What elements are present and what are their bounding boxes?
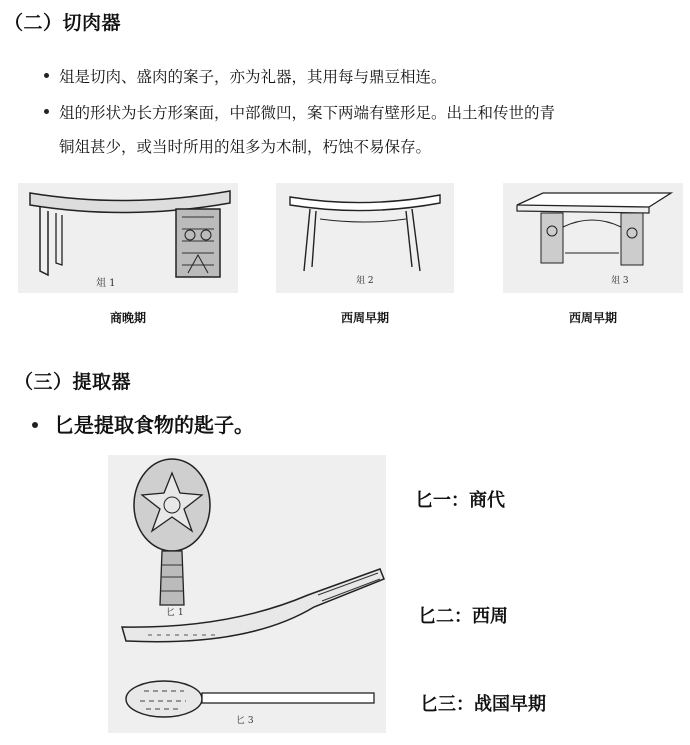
bullet-text: 俎是切肉、盛肉的案子，亦为礼器，其用每与鼎豆相连。	[59, 68, 447, 86]
zu-1-tag: 俎 1	[96, 278, 116, 289]
spoon-3-label: 匕三：战国早期	[420, 694, 546, 715]
zu-2-tag: 俎 2	[356, 276, 374, 286]
zu-1-caption: 商晚期	[109, 311, 146, 325]
zu-3-caption: 西周早期	[568, 311, 617, 325]
bullet-dot-icon	[32, 422, 38, 428]
bullet-dot-icon	[44, 109, 49, 114]
spoon-1-label: 匕一：商代	[415, 490, 505, 511]
bullet-text: 匕是提取食物的匙子。	[54, 413, 254, 437]
zu-1-illustration	[18, 183, 238, 293]
section-heading-cutting-tools: （二）切肉器	[4, 12, 122, 34]
spoon-1-tag: 匕 1	[166, 608, 184, 618]
zu-2-caption: 西周早期	[340, 311, 389, 325]
bullet-text-continuation: 铜俎甚少，或当时所用的俎多为木制，朽蚀不易保存。	[59, 138, 432, 156]
zu-3-tag: 俎 3	[611, 276, 629, 286]
zu-3-illustration	[503, 183, 683, 293]
bullet-item	[44, 96, 684, 130]
spoons-illustration	[108, 455, 386, 733]
zu-2-illustration	[276, 183, 454, 293]
section-heading-lifting-tools: （三）提取器	[14, 371, 132, 393]
bullet-item	[44, 60, 684, 94]
spoon-3-tag: 匕 3	[236, 716, 254, 726]
bullet-dot-icon	[44, 73, 49, 78]
spoon-2-label: 匕二：西周	[418, 606, 508, 627]
bullet-item	[32, 410, 254, 440]
bullet-text: 俎的形状为长方形案面，中部微凹，案下两端有壁形足。出土和传世的青	[59, 104, 556, 122]
